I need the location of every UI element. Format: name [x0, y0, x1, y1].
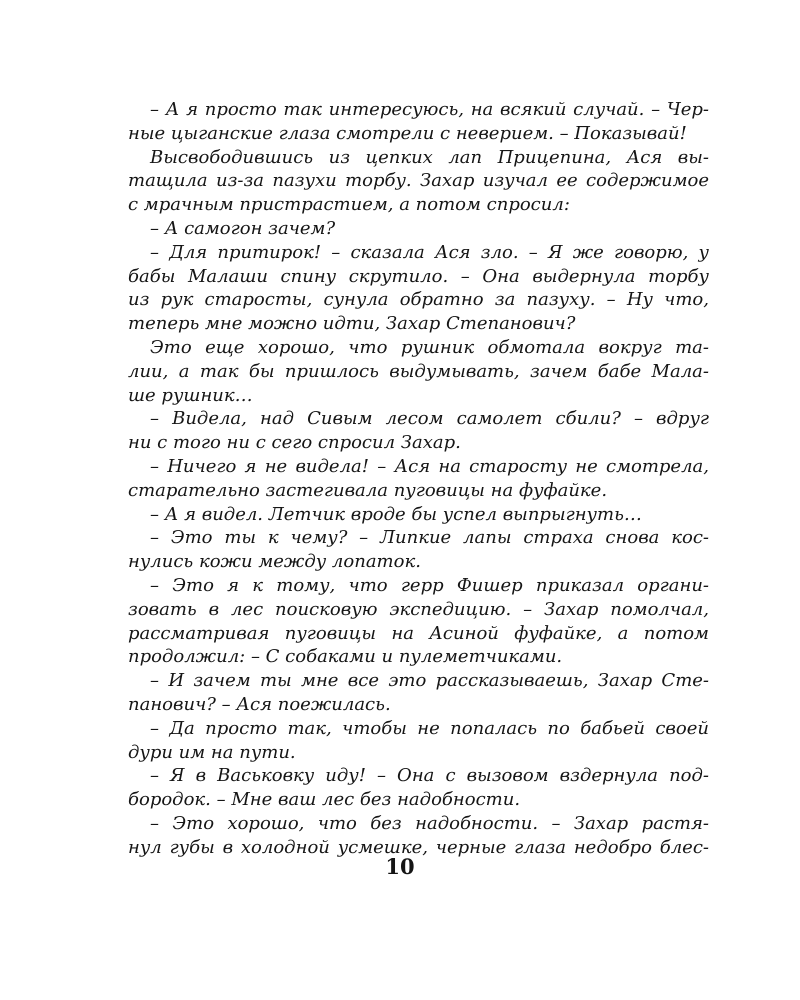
text-line: с мрачным пристрастием, а потом спросил: [128, 194, 570, 216]
text-line: – Видела, над Сивым лесом самолет сбили? – вдруг [150, 408, 709, 430]
text-line: продолжил: – С собаками и пулеметчиками. [128, 646, 563, 668]
text-line: – Это ты к чему? – Липкие лапы страха снова кос- [150, 527, 709, 549]
text-line: нул губы в холодной усмешке, черные глаза недобро блес- [128, 836, 709, 858]
text-line: – Я в Васьковку иду! – Она с вызовом вздернула под- [150, 765, 709, 787]
text-line: панович? – Ася поежилась. [128, 693, 391, 715]
text-line: – Это я к тому, что герр Фишер приказал органи- [150, 574, 709, 596]
text-line: нулись кожи между лопаток. [128, 551, 421, 573]
text-line: зовать в лес поисковую экспедицию. – Захар помолчал, [128, 598, 709, 620]
page-number: 10 [385, 854, 415, 879]
text-line: тащила из-за пазухи торбу. Захар изучал ее содержимое [128, 170, 709, 192]
text-line: Высвободившись из цепких лап Прицепина, Ася вы- [150, 146, 709, 168]
text-line: – Для притирок! – сказала Ася зло. – Я же говорю, у [150, 241, 709, 263]
text-line: старательно застегивала пуговицы на фуфайке. [128, 479, 608, 501]
text-line: теперь мне можно идти, Захар Степанович? [128, 313, 576, 335]
text-line: из рук старосты, сунула обратно за пазуху. – Ну что, [128, 289, 709, 311]
text-line: – Ничего я не видела! – Ася на старосту не смотрела, [150, 455, 709, 477]
text-line: – Да просто так, чтобы не попалась по бабьей своей [150, 717, 709, 739]
text-line: – А самогон зачем? [150, 217, 336, 239]
text-line: ни с того ни с сего спросил Захар. [128, 432, 461, 454]
text-line: ные цыганские глаза смотрели с неверием. – Показывай! [128, 122, 687, 144]
text-line: – А я видел. Летчик вроде бы успел выпрыгнуть… [150, 503, 642, 525]
text-line: дури им на пути. [128, 741, 296, 763]
text-line: бабы Малаши спину скрутило. – Она выдернула торбу [128, 265, 709, 287]
text-line: лии, а так бы пришлось выдумывать, зачем бабе Мала- [128, 360, 709, 382]
text-line: рассматривая пуговицы на Асиной фуфайке, а потом [128, 622, 709, 644]
text-line: – А я просто так интересуюсь, на всякий случай. – Чер- [150, 99, 709, 120]
text-line: бородок. – Мне ваш лес без надобности. [128, 789, 521, 811]
text-line: – Это хорошо, что без надобности. – Захар растя- [150, 812, 709, 834]
text-line: Это еще хорошо, что рушник обмотала вокруг та- [150, 336, 709, 358]
text-line: – И зачем ты мне все это рассказываешь, Захар Сте- [150, 670, 709, 692]
text-line: ше рушник… [128, 384, 253, 406]
body-text [128, 98, 709, 860]
